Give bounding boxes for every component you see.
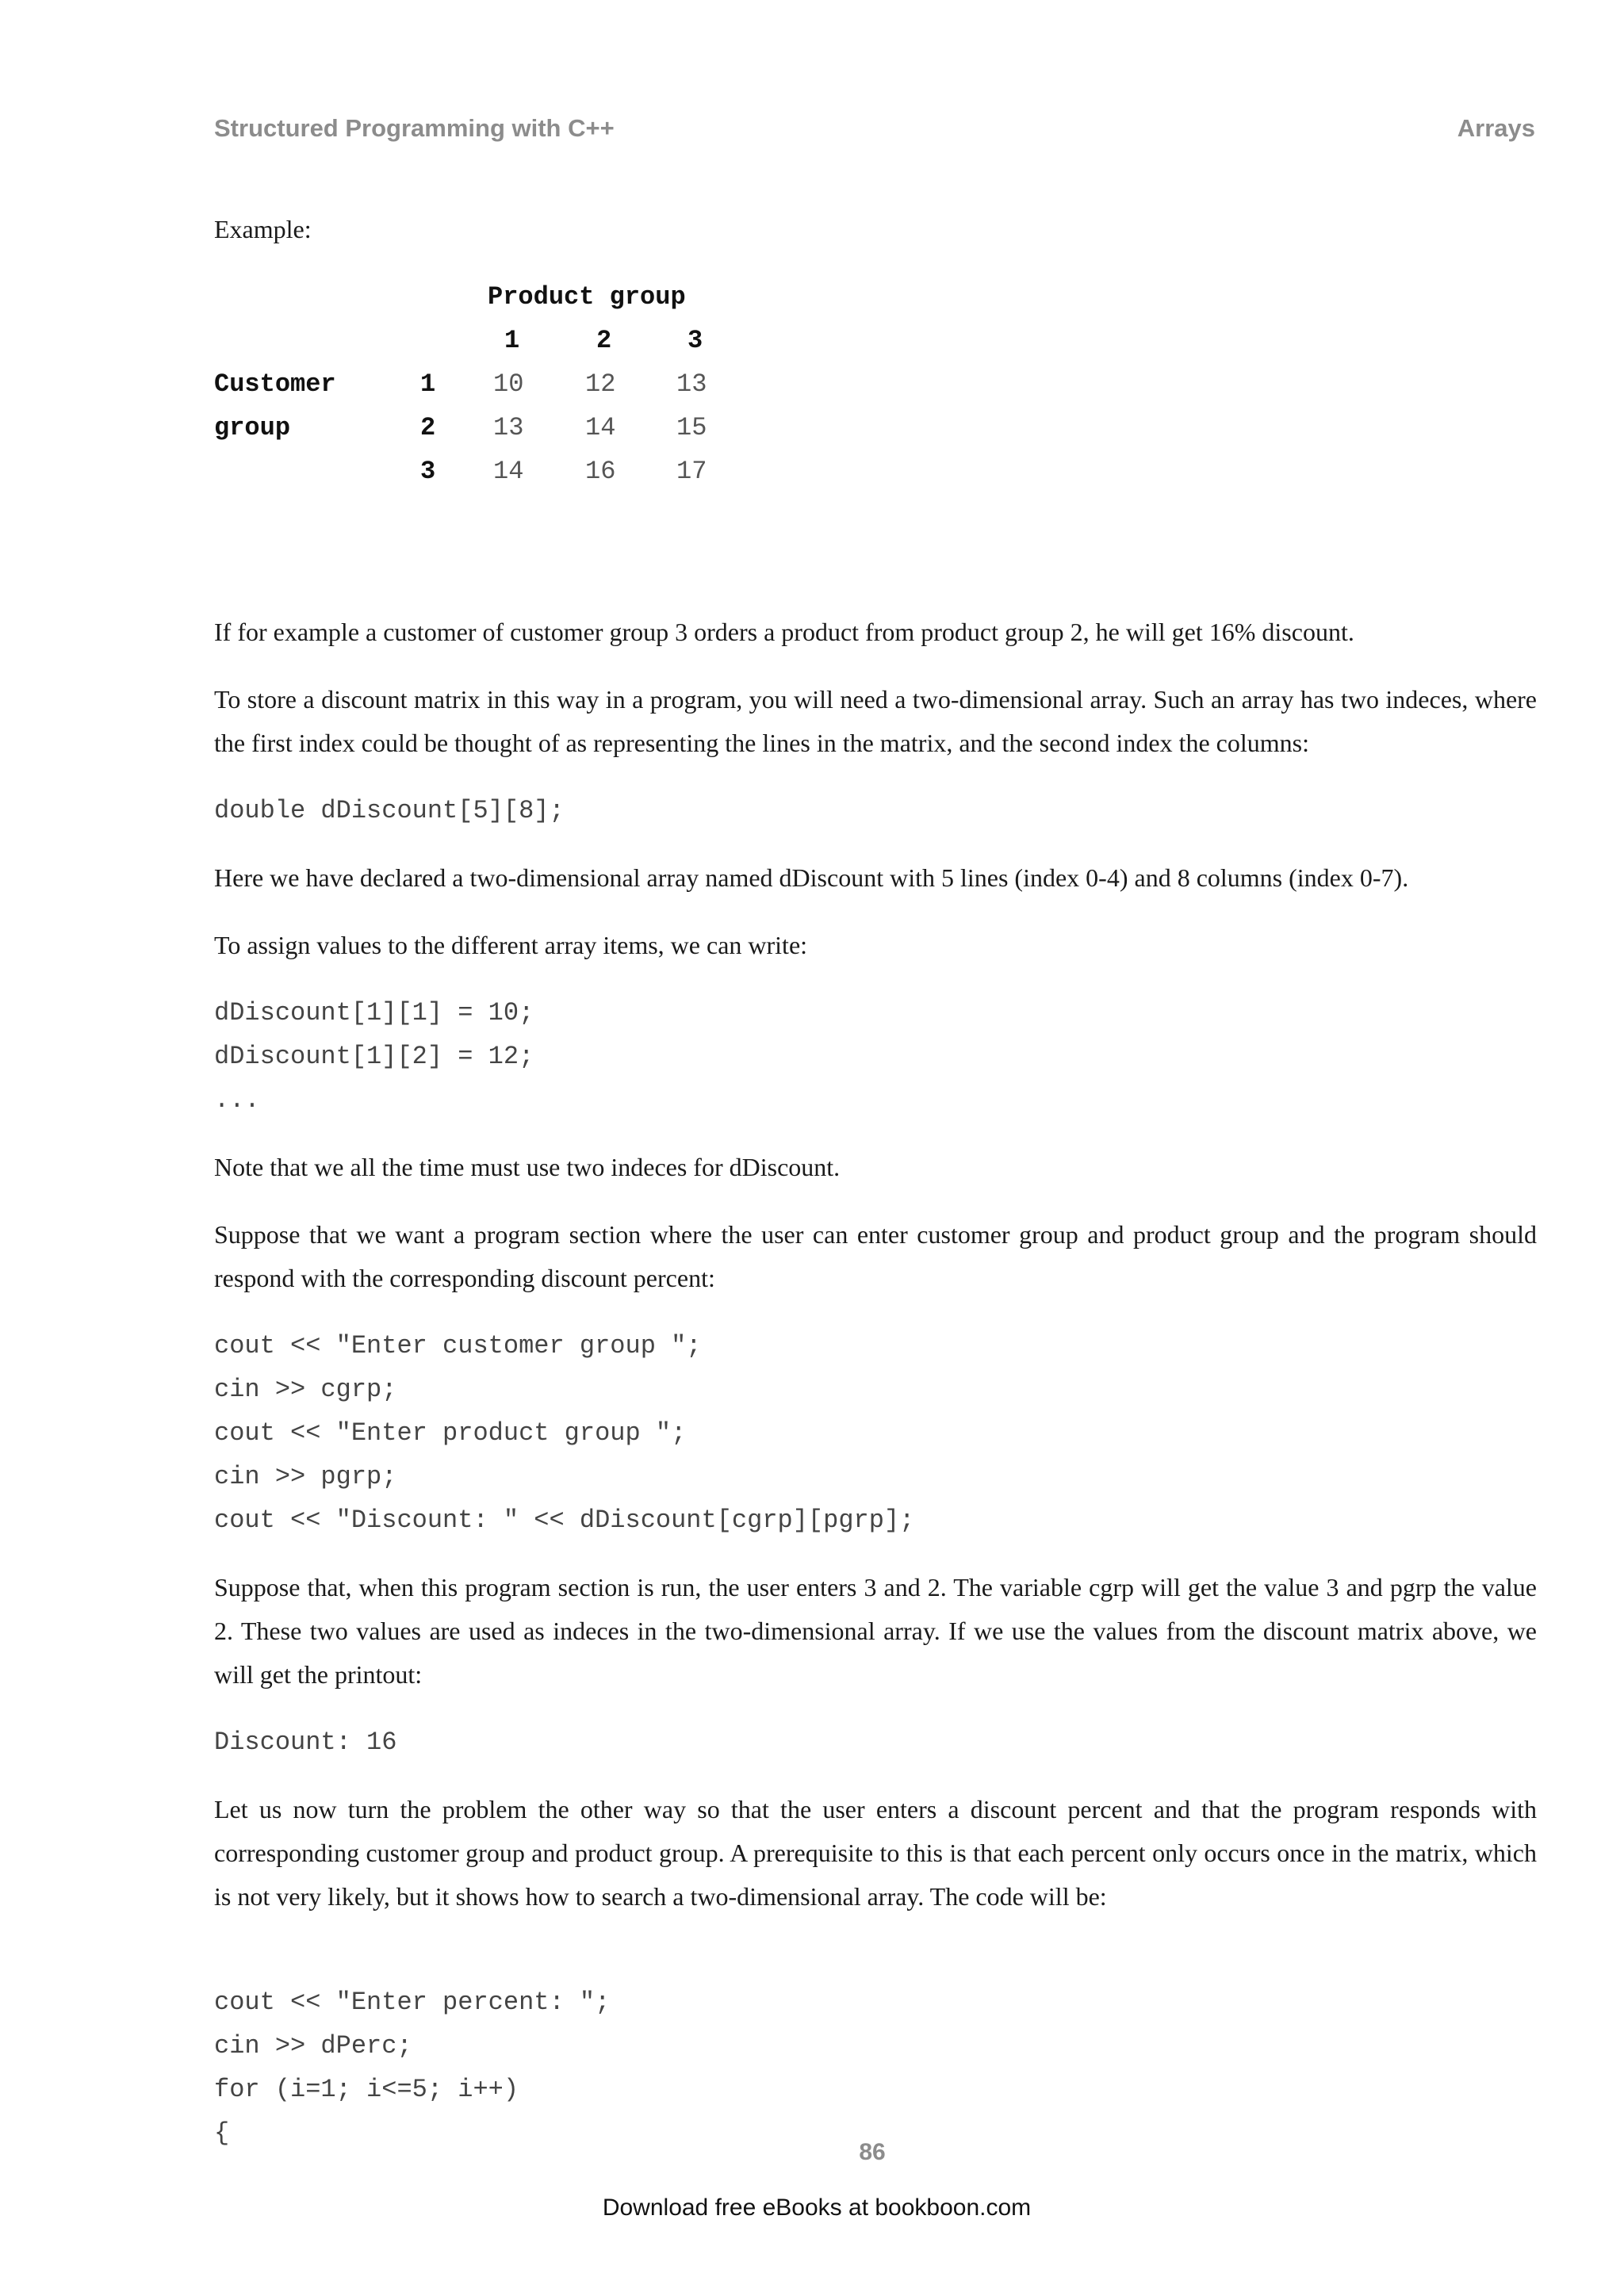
product-group-heading: Product group	[488, 282, 686, 312]
customer-row-index: 3	[420, 457, 436, 486]
download-link[interactable]: Download free eBooks at bookboon.com	[602, 2195, 1032, 2221]
customer-label: Customer	[214, 369, 336, 399]
matrix-cell: 13	[676, 369, 707, 399]
running-header-book-title: Structured Programming with C++	[214, 114, 615, 142]
page-number: 86	[859, 2139, 886, 2165]
matrix-cell: 13	[493, 413, 524, 442]
matrix-cell: 10	[493, 369, 524, 399]
matrix-cell: 16	[585, 457, 616, 486]
page-body	[214, 208, 1537, 2155]
paragraph: To assign values to the different array items, we can write:	[214, 931, 808, 959]
matrix-cell: 12	[585, 369, 616, 399]
running-header-chapter: Arrays	[1457, 114, 1535, 142]
code-block-printout: Discount: 16	[214, 1728, 397, 1757]
paragraph: Suppose that we want a program section where the user can enter customer group and product group and the program should respond with the corresponding discount percent:	[214, 1220, 1537, 1292]
customer-row-index: 2	[420, 413, 436, 442]
product-col-header: 1	[504, 326, 520, 355]
matrix-cell: 15	[676, 413, 707, 442]
matrix-cell: 17	[676, 457, 707, 486]
intro-text: Example:	[214, 215, 312, 243]
customer-row-index: 1	[420, 369, 436, 399]
paragraph: Let us now turn the problem the other way so that the user enters a discount percent and that the program responds with corresponding customer group and product group. A prerequisite to this is that each percent only occurs once in the matrix, which is not very likely, but it shows how to search a two-dimensional array. The code will be:	[214, 1795, 1537, 1911]
discount-matrix	[214, 275, 1537, 517]
product-col-header: 2	[596, 326, 612, 355]
paragraph: Suppose that, when this program section is run, the user enters 3 and 2. The variable cgrp will get the value 3 and pgrp the value 2. These two values are used as indeces in the two-dimensional array. If we use the values from the discount matrix above, we will get the printout:	[214, 1573, 1537, 1689]
code-block-search: cout << "Enter percent: "; cin >> dPerc; for (i=1; i<=5; i++) {	[214, 1988, 611, 2148]
code-block-declaration: double dDiscount[5][8];	[214, 796, 565, 825]
matrix-cell: 14	[585, 413, 616, 442]
product-col-header: 3	[688, 326, 703, 355]
customer-label: group	[214, 413, 291, 442]
paragraph: Note that we all the time must use two indeces for dDiscount.	[214, 1153, 841, 1181]
paragraph: Here we have declared a two-dimensional array named dDiscount with 5 lines (index 0-4) and 8 columns (index 0-7).	[214, 863, 1409, 892]
matrix-cell: 14	[493, 457, 524, 486]
code-block-assignment: dDiscount[1][1] = 10; dDiscount[1][2] = 12; ...	[214, 998, 534, 1115]
code-block-input-output: cout << "Enter customer group "; cin >> cgrp; cout << "Enter product group "; cin >> pgrp; cout << "Discount: " << dDiscount[cgrp][pgrp];	[214, 1331, 915, 1535]
paragraph: To store a discount matrix in this way in a program, you will need a two-dimensional array. Such an array has two indeces, where the first index could be thought of as representing the lines in the matrix, and the second index the columns:	[214, 685, 1537, 757]
paragraph: If for example a customer of customer group 3 orders a product from product group 2, he will get 16% discount.	[214, 618, 1354, 646]
